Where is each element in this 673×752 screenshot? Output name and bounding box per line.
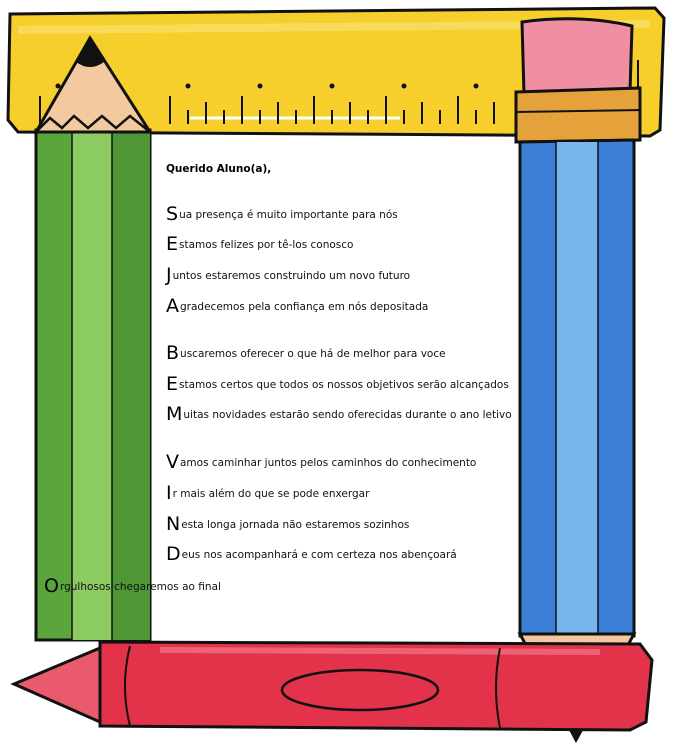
acrostic-text: stamos certos que todos os nossos objetivos serão alcançados	[179, 379, 509, 391]
acrostic-line	[166, 513, 409, 535]
acrostic-text: gradecemos pela confiança em nós depositada	[180, 301, 429, 313]
acrostic-line	[166, 295, 428, 317]
acrostic-letter: M	[166, 403, 183, 425]
acrostic-line	[166, 373, 509, 395]
acrostic-letter: O	[44, 575, 59, 597]
acrostic-text: stamos felizes por tê-los conosco	[179, 239, 354, 251]
acrostic-text: eus nos acompanhará e com certeza nos abençoará	[181, 549, 457, 561]
acrostic-line	[166, 264, 410, 286]
acrostic-line	[166, 403, 512, 425]
acrostic-letter: J	[166, 264, 172, 286]
acrostic-line	[166, 451, 476, 473]
acrostic-line	[44, 575, 221, 597]
acrostic-letter: E	[166, 373, 179, 395]
acrostic-text: untos estaremos construindo um novo futuro	[172, 270, 411, 282]
acrostic-letter: S	[166, 203, 179, 225]
acrostic-letter: E	[166, 233, 179, 255]
acrostic-letter: D	[166, 543, 181, 565]
acrostic-line	[166, 482, 369, 504]
acrostic-text: esta longa jornada não estaremos sozinhos	[181, 519, 410, 531]
acrostic-letter: B	[166, 342, 180, 364]
acrostic-letter: V	[166, 451, 179, 473]
acrostic-letter: I	[166, 482, 172, 504]
acrostic-text: uitas novidades estarão sendo oferecidas durante o ano letivo	[183, 409, 512, 421]
acrostic-text: uscaremos oferecer o que há de melhor para voce	[180, 348, 446, 360]
acrostic-letter: A	[166, 295, 179, 317]
acrostic-text: rgulhosos chegaremos ao final	[59, 581, 221, 593]
acrostic-letter: N	[166, 513, 181, 535]
greeting: Querido Aluno(a),	[166, 163, 272, 175]
acrostic-text: r mais além do que se pode enxergar	[172, 488, 370, 500]
acrostic-line	[166, 233, 353, 255]
acrostic-text: amos caminhar juntos pelos caminhos do conhecimento	[180, 457, 477, 469]
acrostic-line	[166, 543, 457, 565]
acrostic-line	[166, 342, 446, 364]
acrostic-text: ua presença é muito importante para nós	[179, 209, 398, 221]
acrostic-line	[166, 203, 398, 225]
